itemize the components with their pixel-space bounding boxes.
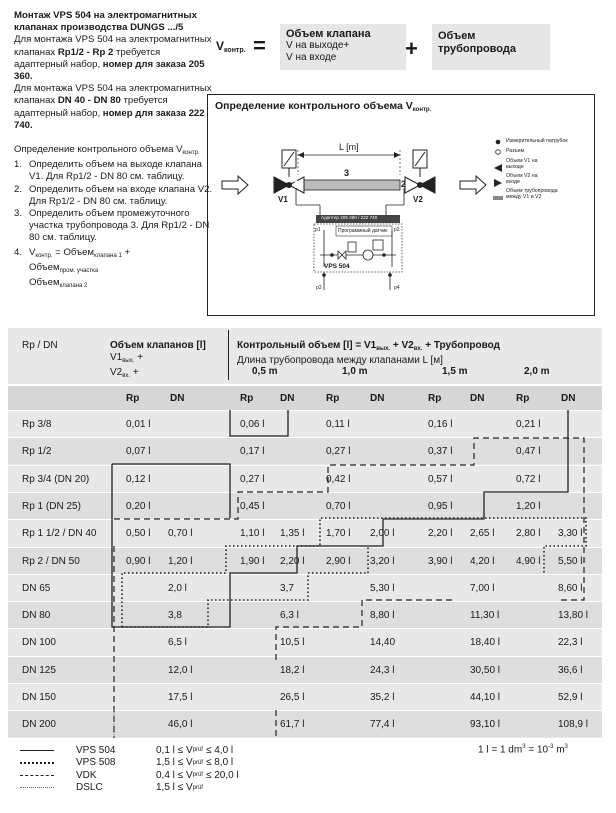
range-boundaries — [8, 410, 602, 738]
outlet-arrow-icon — [460, 176, 486, 194]
intro-paragraph-2: Для монтажа VPS 504 на электромагнитных клапанах DN 40 - DN 80 требуется адаптерный набор, номер для заказа 222 740. — [14, 83, 212, 131]
diagram-frame — [207, 94, 595, 316]
table-cell: 0,11 l — [326, 419, 350, 430]
table-cell: 1,20 l — [168, 555, 193, 567]
table-cell: 0,45 l — [240, 500, 265, 512]
table-cell: 6,5 l — [168, 637, 187, 649]
inlet-arrow-icon — [222, 176, 248, 194]
step-2: 2. Определить объем на входе клапана V2. Для Rp1/2 - DN 80 см. таблицу. — [14, 183, 213, 207]
step-3: 3. Определить объем промежуточного участка трубопровода 3. Для Rp1/2 - DN 80 см. таблицу. — [14, 208, 210, 244]
definition-heading: Определение контрольного объема $V_{контр.}$ — [14, 144, 200, 157]
length-0-5: 0,5 m — [252, 366, 278, 377]
table-cell: 52,9 l — [558, 692, 583, 703]
table-cell: 11,30 l — [470, 610, 500, 622]
step-4: 4. $V_{контр.}$ = Объем$_{клапана 1}$ + Объем$_{пром. участка}$ Объем$_{клапана 2}$ — [14, 246, 131, 289]
table-cell: 3,20 l — [370, 555, 395, 567]
sub-rp-valves: Rp — [126, 393, 140, 404]
valve-1-number: 1 — [294, 179, 300, 189]
formula-equals: = — [253, 33, 266, 58]
pipe-volume-box: Объем трубопровода — [432, 24, 550, 70]
connector-icon — [496, 150, 501, 155]
table-cell: 0,21 l — [516, 419, 541, 430]
row-label: Rp 2 / DN 50 — [22, 555, 80, 567]
table-cell: 18,2 l — [280, 664, 305, 676]
legend-vps504: VPS 504 0,1 l ≤ V prüf ≤ 4,0 l — [20, 744, 239, 757]
table-cell: 2,65 l — [470, 528, 495, 540]
pipe-section — [298, 180, 400, 190]
valve-volume-line-2: V на входе — [286, 52, 337, 63]
table-cell: 3,90 l — [428, 555, 453, 567]
header-control-volume: Контрольный объем $[l] = V1_{вых.} + V2_{вх.}$ + Трубопровод Длина трубопровода между клапанами L [м] — [237, 340, 500, 366]
p3-label: p3 — [316, 285, 322, 291]
formula-v: $V_{контр.}$ — [216, 39, 246, 54]
table-cell: 0,72 l — [516, 473, 541, 485]
table-cell: 0,90 l — [126, 555, 151, 567]
table-cell: 3,7 — [280, 582, 294, 594]
intro-text — [14, 10, 214, 292]
table-cell: 26,5 l — [280, 692, 305, 703]
length-1-5: 1,5 m — [442, 366, 468, 377]
row-label: DN 65 — [22, 582, 51, 594]
valve-1-label: V1 — [278, 195, 288, 204]
table-cell: 46,0 l — [168, 719, 193, 731]
pipe-volume-icon — [493, 196, 503, 200]
table-cell: 2,20 l — [428, 528, 453, 540]
table-cell: 13,80 l — [558, 610, 589, 622]
table-cell: 0,27 l — [240, 473, 265, 485]
row-label: DN 150 — [22, 692, 56, 703]
table-cell: 1,20 l — [516, 500, 541, 512]
p4-label: p4 — [394, 285, 400, 291]
intro-title: Монтаж VPS 504 на электромагнитных клапанах производства DUNGS .../5 — [14, 10, 197, 34]
valve-2-label: V2 — [413, 195, 423, 204]
table-cell: 3,8 — [168, 610, 182, 622]
table-cell: 18,40 l — [470, 637, 501, 649]
row-label: DN 80 — [22, 610, 51, 622]
table-cell: 24,3 l — [370, 664, 395, 676]
table-cell: 2,20 l — [280, 555, 305, 567]
table-cell: 36,6 l — [558, 664, 583, 676]
table-cell: 0,07 l — [126, 446, 151, 458]
table-cell: 2,80 l — [516, 528, 541, 540]
step-1: 1. Определить объем на выходе клапана V1. Для Rp1/2 - DN 80 см. таблицу. — [14, 159, 202, 183]
table-cell: 93,10 l — [470, 719, 501, 731]
sensor-label: Программный датчик — [338, 228, 388, 234]
table-cell: 1,10 l — [240, 528, 265, 540]
table-cell: 5,30 l — [370, 582, 395, 594]
table-cell: 1,35 l — [280, 528, 305, 540]
table-cell: 0,70 l — [168, 528, 193, 540]
table-cell: 22,3 l — [558, 637, 583, 649]
valve-2-number: 2 — [401, 179, 407, 189]
table-cell: 35,2 l — [370, 692, 395, 703]
table-cell: 0,50 l — [126, 528, 151, 540]
header-valves: Объем клапанов [l] $V1_{вых.}$ + $V2_{вх.}$ + — [110, 340, 206, 379]
diagram-legend: Измерительный патрубок Разъем Объем V1 на выходе Объем V2 на входе Объем трубопровода между V1 и V2 — [506, 138, 568, 200]
table-cell: 4,20 l — [470, 555, 495, 567]
sub-dn-valves: DN — [170, 393, 185, 404]
table-cell: 2,00 l — [370, 528, 395, 540]
table-cell: 10,5 l — [280, 637, 305, 649]
table-cell: 0,57 l — [428, 473, 453, 485]
valve-volume-line-1: V на выходе+ — [286, 40, 350, 51]
length-2-0: 2,0 m — [524, 366, 550, 377]
device-label: VPS 504 — [324, 263, 350, 270]
table-cell: 2,0 l — [168, 582, 187, 594]
row-label: Rp 1 (DN 25) — [22, 500, 81, 512]
table-cell: 0,12 l — [126, 473, 151, 485]
header-separator — [228, 330, 229, 380]
row-label: Rp 1 1/2 / DN 40 — [22, 528, 97, 540]
legend-vdk: VDK 0,4 l ≤ V prüf ≤ 20,0 l — [20, 769, 239, 782]
table-cell: 0,95 l — [428, 500, 453, 512]
table-cell: 17,5 l — [168, 692, 193, 703]
legend-vps508: VPS 508 1,5 l ≤ V prüf ≤ 8,0 l — [20, 757, 239, 770]
unit-conversion: 1 l = 1 $dm^3 = 10^{-3}$ $m^3$ — [478, 744, 568, 756]
p1-label: p1 — [315, 227, 321, 233]
measuring-port-icon — [496, 140, 501, 145]
intro-paragraph-1: Для монтажа VPS 504 на электромагнитных клапанах Rp1/2 - Rp 2 требуется адаптерный набор, номер для заказа 205 360. — [14, 34, 212, 83]
table-cell: 7,00 l — [470, 582, 495, 594]
table-cell: 3,30 l — [558, 528, 583, 540]
row-label: Rp 1/2 — [22, 446, 52, 458]
table-cell: 0,17 l — [240, 446, 265, 458]
table-cell: 2,90 l — [326, 555, 351, 567]
p2-label: p2 — [394, 227, 400, 233]
length-label: L [m] — [339, 142, 359, 152]
table-cell: 4,90 l — [516, 555, 541, 567]
table-cell: 8,80 l — [370, 610, 395, 622]
table-cell: 0,47 l — [516, 446, 541, 458]
diagram-title: Определение контрольного объема $V_{контр.}$ — [215, 100, 432, 113]
header-rp-dn: Rp / DN — [22, 340, 58, 351]
table-cell: 1,70 l — [326, 528, 351, 540]
table-cell: 0,06 l — [240, 419, 265, 430]
valve-volume-box — [280, 24, 406, 70]
table-cell: 0,20 l — [126, 500, 151, 512]
diagram-svg — [208, 95, 594, 315]
table-cell: 77,4 l — [370, 719, 395, 731]
table-cell: 5,50 l — [558, 555, 583, 567]
table-cell: 0,01 l — [126, 419, 151, 430]
row-label: DN 125 — [22, 664, 56, 676]
row-label: Rp 3/8 — [22, 419, 52, 430]
formula-plus: + — [405, 36, 418, 61]
table-cell: 12,0 l — [168, 664, 193, 676]
table-cell: 44,10 l — [470, 692, 501, 703]
volume-v2-icon — [494, 179, 502, 187]
row-label: DN 200 — [22, 719, 56, 731]
volume-v1-icon — [494, 164, 502, 172]
row-label: Rp 3/4 (DN 20) — [22, 473, 90, 485]
legend-dslc: DSLC 1,5 l ≤ V prüf — [20, 782, 239, 795]
length-1-0: 1,0 m — [342, 366, 368, 377]
table-cell: 108,9 l — [558, 719, 589, 731]
rp-dn-subheader: Rp DN Rp DN Rp DN Rp DN Rp DN — [8, 384, 602, 410]
table-header — [8, 328, 602, 384]
table-cell: 61,7 l — [280, 719, 305, 731]
table-cell: 14,40 — [370, 637, 396, 649]
line-legend — [20, 744, 239, 794]
table-cell: 0,42 l — [326, 473, 351, 485]
table-cell: 0,37 l — [428, 446, 453, 458]
pipe-number: 3 — [344, 168, 350, 178]
table-cell: 0,27 l — [326, 446, 351, 458]
table-cell: 0,16 l — [428, 419, 453, 430]
valve-1-icon — [274, 150, 304, 193]
table-cell: 6,3 l — [280, 610, 299, 622]
valve-2-icon — [405, 150, 435, 193]
valve-volume-title: Объем клапана — [286, 28, 371, 40]
table-cell: 1,90 l — [240, 555, 265, 567]
adapter-label: Адаптер 205 360 / 222 740 — [321, 215, 378, 220]
table-cell: 30,50 l — [470, 664, 501, 676]
row-label: DN 100 — [22, 637, 56, 649]
table-cell: 0,70 l — [326, 500, 351, 512]
steps-list — [14, 159, 214, 291]
table-cell: 8,60 l — [558, 582, 583, 594]
